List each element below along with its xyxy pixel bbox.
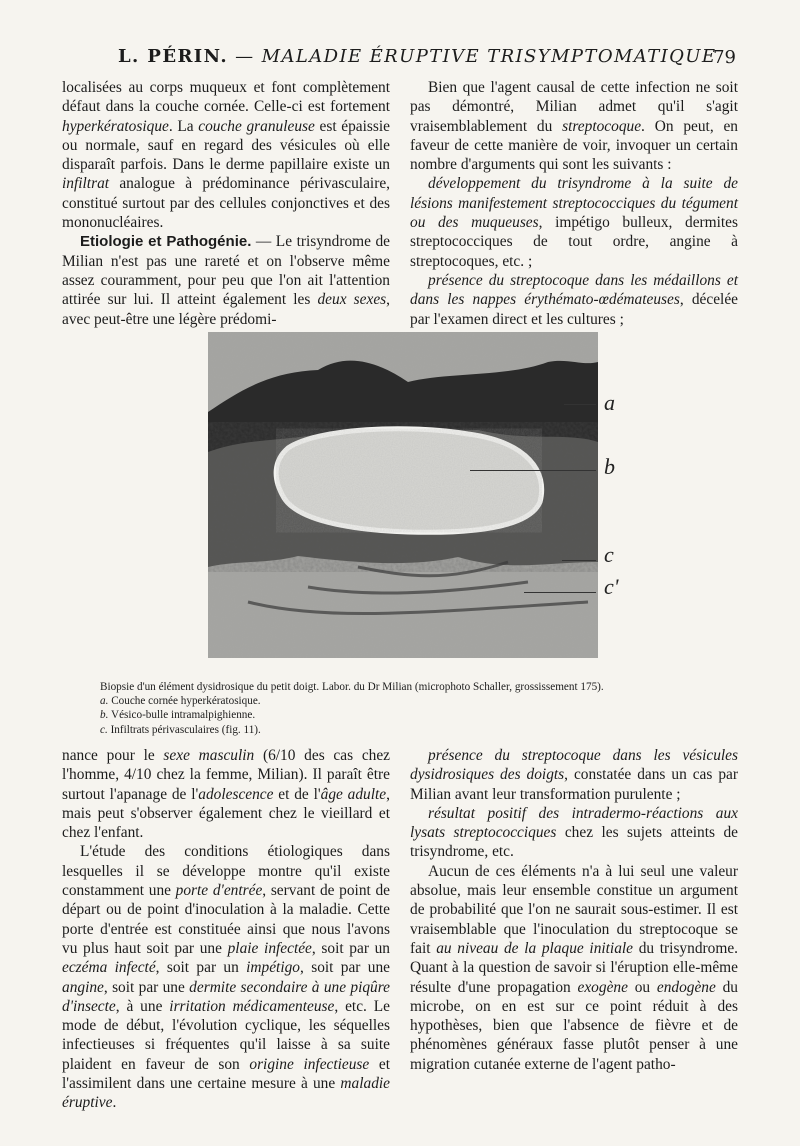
- text-run: , à une: [115, 997, 170, 1015]
- header-author: L. PÉRIN.: [118, 46, 228, 67]
- text-run: , soit par une: [103, 978, 190, 996]
- text-run: . La: [168, 117, 199, 135]
- text-run: ou: [627, 978, 657, 996]
- paragraph: [410, 78, 738, 174]
- paragraph: [410, 862, 738, 1074]
- text-run: , mais peut s'observer également chez le vieillard et chez l'enfant.: [62, 785, 390, 842]
- caption-legend-b: [100, 708, 720, 722]
- text-run: (6/10 des cas chez l'homme, 4/10 chez la femme, Milian). Il paraît être surtout l'apanage de l': [62, 747, 391, 803]
- text-run: du microbe, on en est sur ce point réduit à des hypothèses, bien que l'absence de fièvre et de phénomènes généraux fasse plutôt penser à une migration cutanée externe de l'agent patho-: [410, 978, 738, 1073]
- italic-run: sexe masculin: [163, 747, 255, 764]
- italic-run: maladie éruptive: [62, 1075, 390, 1112]
- leader-line-c: [562, 560, 596, 561]
- paragraph: [62, 842, 390, 1112]
- paragraph: [410, 271, 738, 329]
- text-run: chez les sujets atteints de trisyndrome, etc.: [410, 824, 738, 861]
- section-heading: Etiologie et Pathogénie.: [80, 233, 252, 251]
- text-run: L'étude des conditions étiologiques dans lesquelles il se développe montre qu'il existe constamment une: [62, 843, 390, 900]
- italic-run: plaie infectée: [227, 939, 312, 957]
- legend-text: Couche cornée hyperkératosique.: [111, 695, 261, 708]
- micrograph-image: [208, 332, 598, 658]
- italic-run: âge adulte: [320, 785, 387, 803]
- italic-run: porte d'entrée: [175, 882, 263, 900]
- paragraph: [62, 78, 390, 232]
- italic-run: dermite secondaire à une piqûre d'insecte: [62, 978, 390, 1015]
- paragraph: [410, 746, 738, 804]
- text-run: , constatée dans un cas par Milian avant leur transformation purulente ;: [410, 766, 738, 803]
- italic-run: infiltrat: [62, 175, 110, 193]
- italic-run: impétigo: [246, 959, 301, 977]
- italic-run: endogène: [656, 978, 716, 996]
- italic-run: au niveau de la plaque initiale: [436, 939, 634, 957]
- italic-run: deux sexes: [317, 291, 387, 309]
- paragraph: [410, 804, 738, 862]
- italic-run: eczéma infecté: [62, 959, 156, 977]
- page-number: 79: [713, 47, 736, 68]
- column-bottom-left: [62, 746, 390, 1113]
- leader-line-b: [470, 470, 596, 471]
- vesicle-texture: [276, 429, 542, 533]
- text-run: , impétigo bulleux, dermites streptococciques de tout ordre, angine à streptocoques, etc. ;: [410, 214, 738, 270]
- column-top-right: [410, 78, 738, 329]
- italic-run: origine infectieuse: [249, 1055, 370, 1073]
- italic-run: couche granuleuse: [198, 117, 315, 135]
- micrograph-figure: [208, 332, 619, 658]
- leader-line-c-prime: [524, 592, 596, 593]
- legend-key: a.: [100, 695, 109, 708]
- column-bottom-right: [410, 746, 738, 1074]
- caption-main: Biopsie d'un élément dysidrosique du petit doigt. Labor. du Dr Milian (microphoto Schaller, grossissement 175).: [100, 681, 604, 693]
- running-header: [60, 44, 740, 72]
- caption-legend-c: [100, 723, 720, 737]
- text-run: — Le trisyndrome de Milian n'est pas une rareté et on l'observe même assez couramment, pour peu que l'on ait l'attention attirée sur lui. Il atteint également les: [62, 233, 390, 309]
- figure-label-c-prime: c': [604, 574, 619, 599]
- text-run: analogue à prédominance périvasculaire, constitué surtout par des cellules conjonctives et des mononucléaires.: [62, 175, 390, 232]
- paragraph: [410, 174, 738, 270]
- italic-run: présence du streptocoque dans les médaillons et dans les nappes érythémato-œdémateuses: [410, 271, 738, 309]
- italic-run: streptocoque: [562, 117, 642, 135]
- figure-label-a: a: [604, 390, 615, 415]
- text-run: , servant de point de départ ou de point d'inoculation à la maladie. Cette porte d'entrée est constituée ainsi que nous l'avons vu plus haut soit par une: [62, 882, 391, 957]
- caption-legend-a: [100, 694, 720, 708]
- italic-run: résultat positif des intradermo-réactions aux lysats streptococciques: [410, 804, 738, 842]
- italic-run: exogène: [577, 978, 628, 996]
- italic-run: angine: [62, 978, 104, 996]
- text-run: .: [112, 1094, 117, 1112]
- text-run: nance pour le: [62, 747, 164, 764]
- legend-key: c.: [100, 723, 108, 736]
- italic-run: développement du trisyndrome à la suite de lésions manifestement streptococciques du tégument ou des muqueuses: [410, 175, 738, 232]
- paragraph: [62, 746, 390, 842]
- legend-text: Infiltrats périvasculaires (fig. 11).: [110, 723, 261, 736]
- italic-run: irritation médicamenteuse: [169, 997, 335, 1015]
- figure-caption: [100, 680, 720, 737]
- header-dash: —: [228, 46, 262, 67]
- legend-text: Vésico-bulle intramalpighienne.: [111, 709, 256, 722]
- text-run: Aucun de ces éléments n'a à lui seul une valeur absolue, mais leur ensemble constitue un argument de probabilité que l'on ne saurait sous-estimer. Il est vraisemblable que l'inoculation du streptocoque se fait: [410, 862, 738, 957]
- text-run: , etc. Le mode de début, l'évolution cyclique, les séquelles infectieuses si fréquentes qu'il laisse à sa suite plaident en faveur de son: [62, 997, 390, 1073]
- figure-label-c: c: [604, 542, 614, 567]
- leader-line-a: [564, 404, 596, 405]
- text-run: localisées au corps muqueux et font complètement défaut dans la couche cornée. Celle-ci est fortement: [62, 79, 390, 116]
- text-run: , soit par une: [300, 959, 390, 977]
- text-run: et l'assimilent dans une certaine mesure à une: [62, 1055, 390, 1093]
- text-run: , avec peut-être une légère prédomi-: [62, 291, 391, 328]
- text-run: est épaissie ou normale, sauf en regard des vésicules où elle disparaît parfois. Dans le derme papillaire existe un: [62, 117, 390, 174]
- italic-run: hyperkératosique: [62, 117, 169, 135]
- text-run: du trisyndrome. Quant à la question de savoir si l'éruption elle-même résulte d'une propagation: [410, 939, 738, 996]
- header-title: MALADIE ÉRUPTIVE TRISYMPTOMATIQUE: [261, 46, 717, 67]
- text-run: et de l': [273, 785, 321, 803]
- legend-key: b.: [100, 709, 109, 722]
- figure-label-b: b: [604, 454, 615, 479]
- text-run: Bien que l'agent causal de cette infection ne soit pas démontré, Milian admet qu'il s'agit vraisemblablement du: [410, 79, 738, 135]
- paragraph: [62, 232, 390, 328]
- text-run: , décelée par l'examen direct et les cultures ;: [410, 291, 738, 328]
- italic-run: présence du streptocoque dans les vésicules dysidrosiques des doigts: [410, 747, 738, 784]
- text-run: , soit par un: [155, 959, 247, 977]
- text-run: . On peut, en faveur de cette manière de voir, invoquer un certain nombre d'arguments qui sont les suivants :: [410, 117, 738, 174]
- header-text: [118, 46, 716, 67]
- column-top-left: [62, 78, 390, 329]
- text-run: , soit par un: [311, 939, 390, 957]
- italic-run: adolescence: [198, 785, 274, 803]
